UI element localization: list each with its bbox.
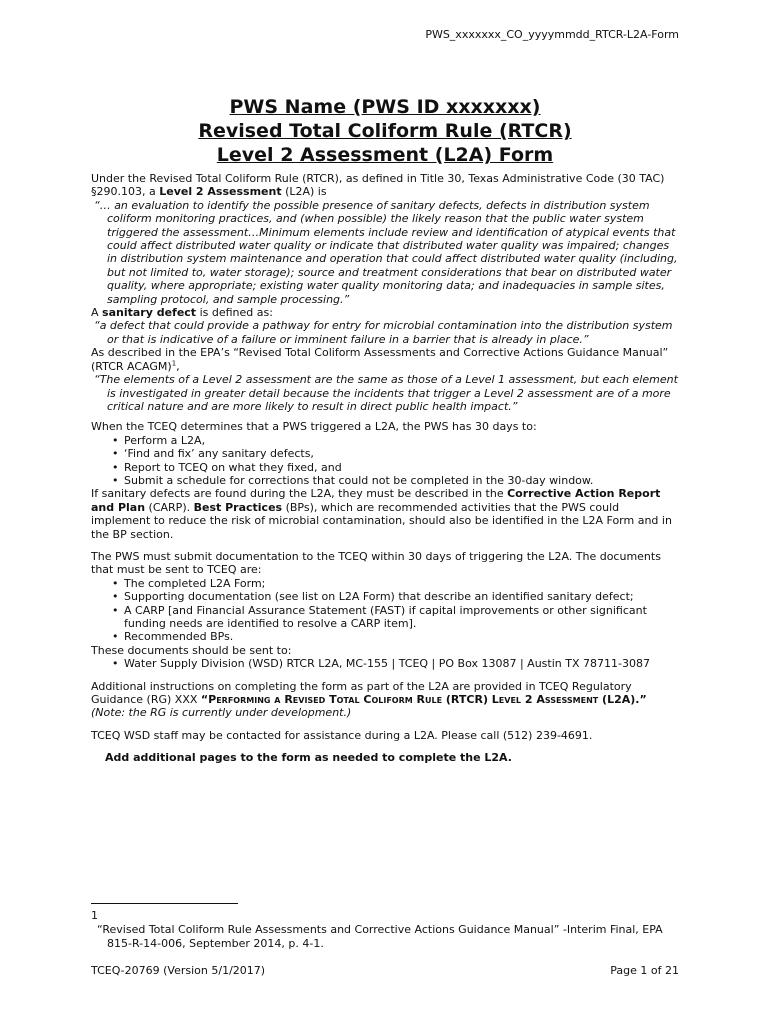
carp-text-end: (BPs), which are recommended activities that the PWS could implement to reduce the risk of microbial contamination, should also be identified in the L2A Form and in the BP section. [91,500,672,541]
footnote-text: “Revised Total Coliform Rule Assessments and Corrective Actions Guidance Manual” -Interim Final, EPA 815-R-14-006, September 2014, p. 4-1. [97,923,663,950]
sanitary-text: A [91,306,103,320]
footnote-number: 1 [91,909,98,922]
submit-lead: The PWS must submit documentation to the TCEQ within 30 days of triggering the L2A. The documents that must be sent to TCEQ are: [91,549,661,577]
additional-text: Additional instructions on completing the form as part of the L2A are provided in TCEQ Regulatory Guidance (RG) XXX [91,679,632,707]
intro-text-end: (L2A) is [281,185,327,199]
list-item: • Perform a L2A, [112,433,206,447]
page-number-footer: Page 1 of 21 [610,964,679,977]
list-item: • Submit a schedule for corrections that could not be completed in the 30-day window. [112,473,594,487]
list-item-text: A CARP [and Financial Assurance Statement (FAST) if capital improvements or other significant funding needs are identified to resolve a CARP item]. [124,603,647,630]
list-item-text: Supporting documentation (see list on L2A Form) that describe an identified sanitary defect; [124,590,634,604]
additional-instructions-paragraph [91,680,679,720]
list-item: • Water Supply Division (WSD) RTCR L2A, MC-155 | TCEQ | PO Box 13087 | Austin TX 78711-3087 [112,657,650,671]
epa-text-end: , [176,359,180,373]
intro-paragraph [91,172,679,199]
rg-title: “Performing a Revised Total Coliform Rule (RTCR) Level 2 Assessment (L2A).” [200,693,647,707]
document-id-header: PWS_xxxxxxx_CO_yyyymmdd_RTCR-L2A-Form [425,28,679,41]
intro-text: Under the Revised Total Coliform Rule (RTCR), as defined in Title 30, Texas Administrative Code (30 TAC) §290.103, a [91,172,665,199]
sent-to-lead: These documents should be sent to: [91,643,292,657]
form-version-footer: TCEQ-20769 (Version 5/1/2017) [91,964,266,977]
carp-term: Corrective Action Report and Plan [91,487,661,514]
mailing-address: Water Supply Division (WSD) RTCR L2A, MC-155 | TCEQ | PO Box 13087 | Austin TX 78711-3087 [124,657,650,671]
tceq-requirements-list [91,434,679,488]
list-item: • Report to TCEQ on what they fixed, and [112,460,342,474]
mailing-address-list [91,657,679,670]
l2a-definition-quote: “… an evaluation to identify the possible presence of sanitary defects, defects in distribution system coliform monitoring practices, and (when possible) the likely reason that the public water system triggered the assessment…Minimum elements include review and identification of atypical events that could affect distributed water quality or indicate that distributed water quality was impaired; changes in distribution system maintenance and operation that could affect distributed water quality (including, but not limited to, water storage); source and treatment considerations that bear on distributed water quality, where appropriate; existing water quality monitoring data; and inadequacies in sample sites, sampling protocol, and sample processing.” [94,198,678,306]
title-rule: Revised Total Coliform Rule (RTCR) [198,120,572,142]
epa-quote: “The elements of a Level 2 assessment are the same as those of a Level 1 assessment, but each element is investigated in greater detail because the incidents that trigger a Level 2 assessment are of a more critical nature and are more likely to result in direct public health impact.” [94,373,678,413]
best-practices-term: Best Practices [193,500,283,514]
list-item-text: Perform a L2A, [124,433,206,447]
carp-text: If sanitary defects are found during the L2A, they must be described in the [91,487,508,501]
intro-term: Level 2 Assessment [159,185,282,199]
title-block [0,95,770,167]
document-body [91,172,679,765]
title-pws-name: PWS Name (PWS ID xxxxxxx) [229,96,541,118]
sanitary-term: sanitary defect [102,306,197,320]
list-item-text: ‘Find and fix’ any sanitary defects, [124,447,314,461]
sanitary-defect-paragraph [91,306,679,319]
list-item: • ‘Find and fix’ any sanitary defects, [112,447,314,461]
rg-note: (Note: the RG is currently under development.) [91,706,352,720]
list-item: • Recommended BPs. [112,630,234,644]
carp-paragraph [91,487,679,541]
list-item: • Supporting documentation (see list on L2A Form) that describe an identified sanitary defect; [112,590,634,604]
sanitary-defect-quote: “a defect that could provide a pathway for entry for microbial contamination into the distribution system or that is indicative of a failure or imminent failure in a barrier that is already in place.” [94,319,673,346]
list-item-text: The completed L2A Form; [124,576,266,590]
list-item: • The completed L2A Form; [112,576,266,590]
footnote-ref: 1 [171,359,177,368]
title-form: Level 2 Assessment (L2A) Form [216,144,554,166]
submit-documents-list [91,577,679,644]
epa-text: As described in the EPA’s “Revised Total Coliform Assessments and Corrective Actions Guidance Manual” (RTCR ACAGM) [91,346,669,373]
add-pages-instruction: Add additional pages to the form as needed to complete the L2A. [105,751,512,765]
sanitary-text-end: is defined as: [196,306,273,320]
list-item-text: Submit a schedule for corrections that could not be completed in the 30-day window. [124,473,594,487]
contact-paragraph: TCEQ WSD staff may be contacted for assistance during a L2A. Please call (512) 239-4691. [91,728,593,742]
epa-paragraph [91,346,679,373]
list-item-text: Recommended BPs. [124,630,234,644]
footnote-divider [91,903,238,904]
list-item: • A CARP [and Financial Assurance Statement (FAST) if capital improvements or other significant funding needs are identified to resolve a CARP item]. [112,603,647,630]
list-item-text: Report to TCEQ on what they fixed, and [124,460,342,474]
carp-text-mid: (CARP). [145,500,194,514]
tceq-lead: When the TCEQ determines that a PWS triggered a L2A, the PWS has 30 days to: [91,420,537,434]
